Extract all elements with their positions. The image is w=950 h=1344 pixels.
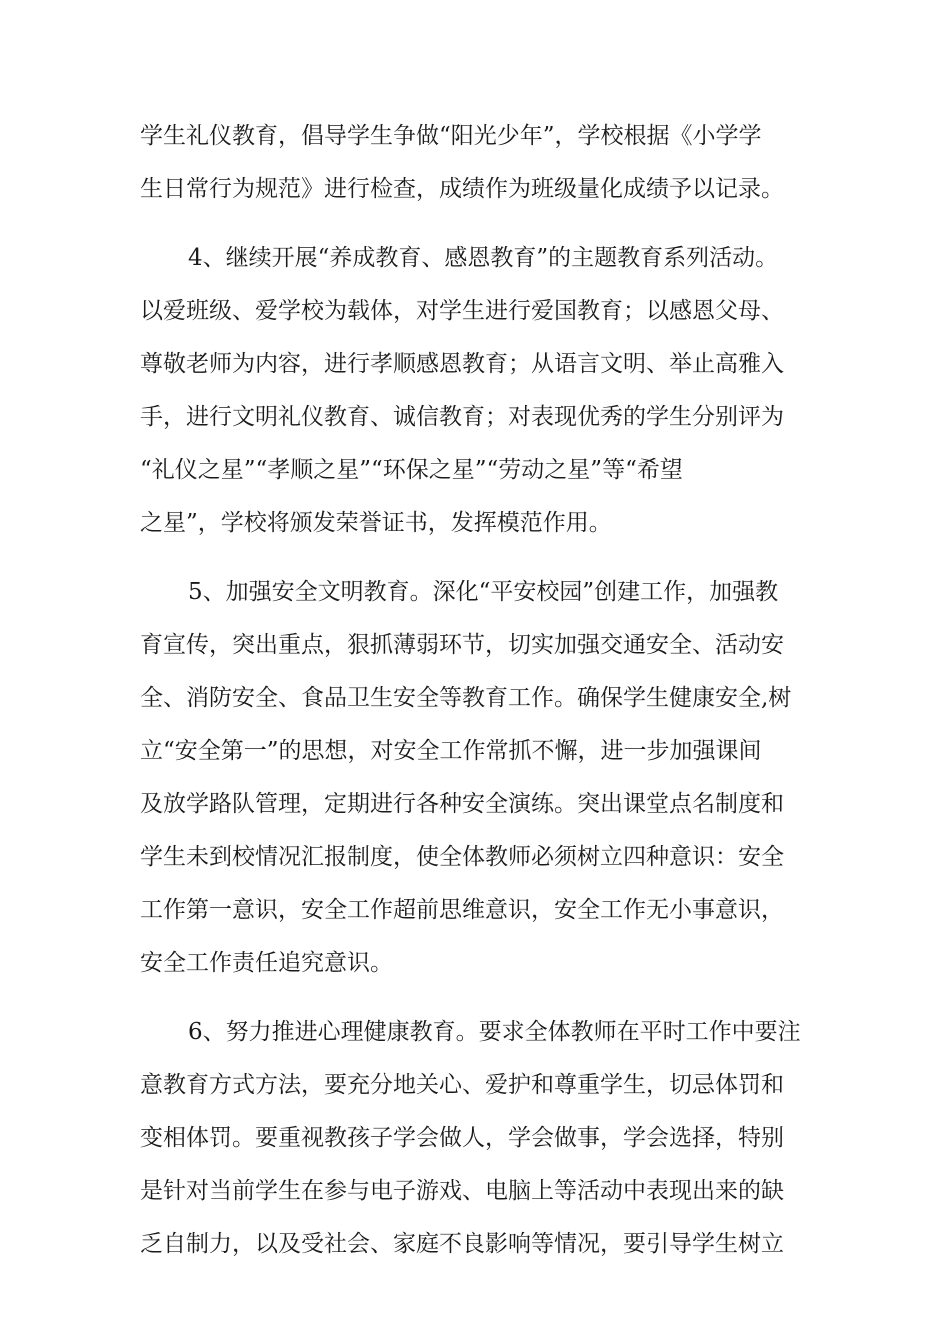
text-line: 尊敬老师为内容，进行孝顺感恩教育；从语言文明、举止高雅入 (140, 351, 784, 377)
text-line: 学生礼仪教育，倡导学生争做“阳光少年”，学校根据《小学学 (140, 123, 762, 149)
text-line: 变相体罚。要重视教孩子学会做人，学会做事，学会选择，特别 (140, 1125, 784, 1151)
text-line: 及放学路队管理，定期进行各种安全演练。突出课堂点名制度和 (140, 791, 784, 817)
text-line: 乏自制力，以及受社会、家庭不良影响等情况，要引导学生树立 (140, 1231, 784, 1257)
text-line: 以爱班级、爱学校为载体，对学生进行爱国教育；以感恩父母、 (140, 298, 784, 324)
text-line: 工作第一意识，安全工作超前思维意识，安全工作无小事意识， (140, 897, 784, 923)
text-line: 育宣传，突出重点，狠抓薄弱环节，切实加强交通安全、活动安 (140, 632, 784, 658)
text-line: 学生未到校情况汇报制度，使全体教师必须树立四种意识：安全 (140, 844, 784, 870)
text-line: 安全工作责任追究意识。 (140, 950, 393, 976)
text-line: “礼仪之星”“孝顺之星”“环保之星”“劳动之星”等“希望 (140, 457, 683, 483)
paragraph-6-start: 6、努力推进心理健康教育。要求全体教师在平时工作中要注 (188, 1019, 801, 1045)
text-line: 手，进行文明礼仪教育、诚信教育；对表现优秀的学生分别评为 (140, 404, 784, 430)
text-line: 全、消防安全、食品卫生安全等教育工作。确保学生健康安全,树 (140, 685, 792, 711)
text-line: 生日常行为规范》进行检查，成绩作为班级量化成绩予以记录。 (140, 176, 784, 202)
paragraph-5-start: 5、加强安全文明教育。深化“平安校园”创建工作，加强教 (188, 579, 779, 605)
text-line: 之星”，学校将颁发荣誉证书，发挥模范作用。 (140, 510, 612, 536)
text-line: 是针对当前学生在参与电子游戏、电脑上等活动中表现出来的缺 (140, 1178, 784, 1204)
text-line: 立“安全第一”的思想，对安全工作常抓不懈，进一步加强课间 (140, 738, 762, 764)
paragraph-4-start: 4、继续开展“养成教育、感恩教育”的主题教育系列活动。 (188, 245, 779, 271)
text-line: 意教育方式方法，要充分地关心、爱护和尊重学生，切忌体罚和 (140, 1072, 784, 1098)
